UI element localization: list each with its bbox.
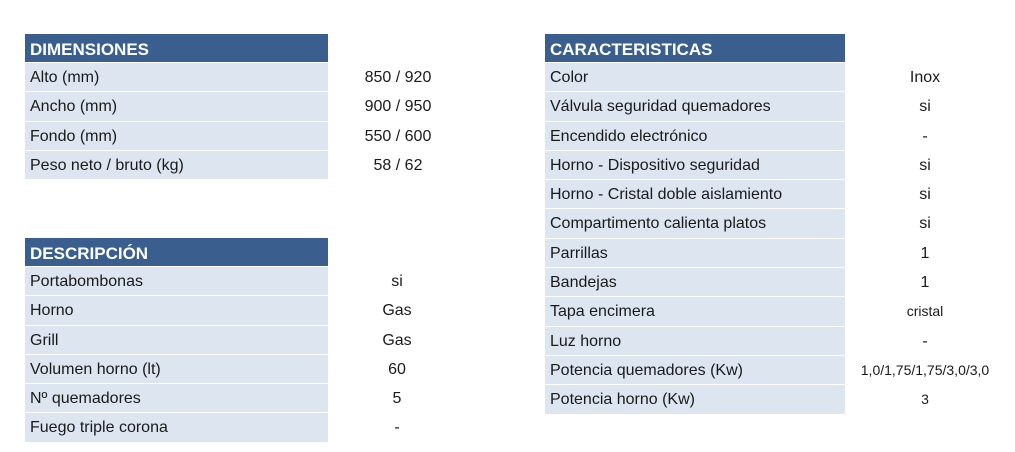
table-row [545, 356, 990, 385]
row-value: 550 / 600 [364, 127, 432, 145]
row-label: Tapa encimera [545, 297, 845, 326]
row-label: Parrillas [545, 239, 845, 268]
row-value: 1 [920, 244, 930, 262]
table-row [545, 327, 928, 356]
table-row [545, 92, 931, 121]
row-label: Potencia quemadores (Kw) [545, 356, 845, 385]
table-row [25, 355, 406, 384]
row-value: 3 [921, 391, 929, 408]
row-label: Fondo (mm) [25, 122, 328, 151]
row-value: 1 [920, 274, 930, 292]
row-label: Volumen horno (lt) [25, 355, 328, 384]
row-value: 850 / 920 [364, 69, 432, 86]
row-value: 58 / 62 [373, 156, 423, 174]
table-row [545, 239, 930, 268]
table-row [25, 267, 403, 296]
row-label: Fuego triple corona [25, 413, 328, 442]
table-row [25, 63, 432, 92]
row-value: 1,0/1,75/1,75/3,0/3,0 [860, 361, 990, 378]
caracteristicas-section [545, 34, 990, 415]
table-row [545, 180, 931, 209]
row-label: Encendido electrónico [545, 122, 845, 151]
dimensiones-header: DIMENSIONES [25, 34, 328, 63]
row-label: Nº quemadores [25, 384, 328, 413]
row-value: Inox [909, 69, 941, 86]
table-row [545, 209, 931, 238]
table-row [25, 413, 400, 442]
table-row [25, 384, 402, 413]
row-label: Color [545, 63, 845, 92]
table-row [545, 297, 944, 326]
table-row [25, 151, 423, 180]
table-row [545, 122, 928, 151]
table-row [25, 296, 412, 325]
table-row [545, 63, 941, 92]
row-label: Peso neto / bruto (kg) [25, 151, 328, 180]
row-value: Gas [382, 331, 412, 349]
row-value: si [391, 273, 403, 290]
row-value: si [919, 98, 931, 116]
row-label: Alto (mm) [25, 63, 328, 92]
row-label: Compartimento calienta platos [545, 209, 845, 238]
row-label: Horno [25, 296, 328, 325]
table-row [25, 122, 432, 151]
row-label: Horno - Cristal doble aislamiento [545, 180, 845, 209]
row-value: si [919, 215, 931, 233]
caracteristicas-header: CARACTERISTICAS [545, 34, 845, 63]
row-label: Horno - Dispositivo seguridad [545, 151, 845, 180]
row-value: - [394, 419, 400, 437]
descripcion-section [25, 238, 412, 443]
row-label: Portabombonas [25, 267, 328, 296]
row-value: 60 [388, 360, 406, 378]
dimensiones-section [25, 34, 432, 180]
row-value: - [922, 332, 928, 350]
row-value: Gas [382, 302, 412, 320]
row-value: si [919, 186, 931, 204]
row-label: Luz horno [545, 327, 845, 356]
row-value: si [919, 156, 931, 174]
descripcion-header: DESCRIPCIÓN [25, 238, 328, 267]
row-value: 5 [392, 390, 402, 408]
row-value: cristal [906, 303, 944, 320]
row-label: Grill [25, 326, 328, 355]
table-row [545, 385, 929, 414]
row-label: Válvula seguridad quemadores [545, 92, 845, 121]
row-value: 900 / 950 [364, 98, 432, 116]
table-row [545, 268, 930, 297]
table-row [545, 151, 931, 180]
table-row [25, 92, 432, 121]
row-value: - [922, 127, 928, 145]
row-label: Ancho (mm) [25, 92, 328, 121]
row-label: Bandejas [545, 268, 845, 297]
row-label: Potencia horno (Kw) [545, 385, 845, 414]
table-row [25, 326, 412, 355]
